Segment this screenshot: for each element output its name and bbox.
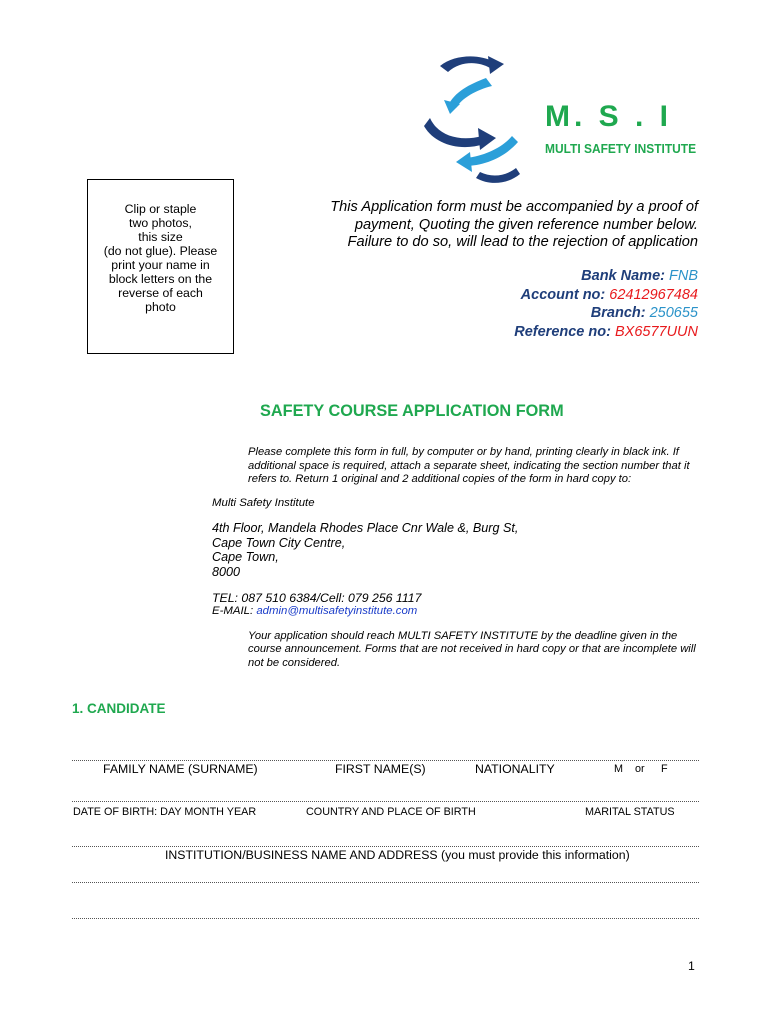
bank-name-value: FNB — [669, 268, 698, 284]
reference-row — [514, 323, 698, 342]
family-name-label: FAMILY NAME (SURNAME) — [103, 762, 258, 776]
form-title: SAFETY COURSE APPLICATION FORM — [260, 402, 564, 420]
field-line[interactable] — [72, 846, 699, 847]
field-line[interactable] — [72, 801, 699, 802]
reference-label: Reference no: — [514, 323, 611, 340]
email-label: E-MAIL: — [212, 605, 257, 617]
email-row — [212, 605, 417, 617]
notice-line-1: This Application form must be accompanied by a proof of — [330, 199, 698, 215]
gender-f[interactable]: F — [661, 763, 668, 775]
notice-line-3: Failure to do so, will lead to the rejection of application — [347, 234, 698, 250]
institution-label: INSTITUTION/BUSINESS NAME AND ADDRESS (you must provide this information) — [165, 848, 630, 862]
country-place-label: COUNTRY AND PLACE OF BIRTH — [306, 806, 476, 818]
notice-line-2: payment, Quoting the given reference number below. — [354, 216, 698, 233]
dob-label: DATE OF BIRTH: DAY MONTH YEAR — [73, 806, 257, 818]
marital-status-label: MARITAL STATUS — [585, 806, 675, 818]
branch-label: Branch: — [590, 305, 646, 321]
section-candidate-title: 1. CANDIDATE — [72, 701, 166, 716]
photo-instructions: Clip or staple two photos, this size (do not glue). Please print your name in block letters on the reverse of each photo — [103, 202, 218, 314]
branch-value: 250655 — [649, 305, 698, 321]
instructions: Please complete this form in full, by computer or by hand, printing clearly in black ink. If additional space is required, attach a separate sheet, indicating the section number that it refers to. Return 1 original and 2 additional copies of the form in hard copy to: — [248, 446, 690, 485]
deadline-note: Your application should reach MULTI SAFETY INSTITUTE by the deadline given in the course announcement. Forms that are not received in hard copy or that are incomplete will not be considered. — [248, 630, 696, 669]
account-row — [514, 286, 698, 305]
swirl-arrows-icon — [420, 48, 550, 188]
nationality-label: NATIONALITY — [475, 762, 555, 776]
bank-details — [514, 267, 698, 341]
logo-acronym: M. S . I — [545, 100, 673, 133]
bank-name-label: Bank Name: — [581, 268, 665, 284]
page-number: 1 — [688, 959, 695, 973]
bank-name-row — [514, 267, 698, 286]
gender-m[interactable]: M — [614, 763, 623, 775]
gender-or: or — [635, 763, 645, 775]
telephone: TEL: 087 510 6384/Cell: 079 256 1117 — [212, 591, 422, 605]
branch-row — [514, 304, 698, 323]
first-names-label: FIRST NAME(S) — [335, 762, 426, 776]
account-label: Account no: — [520, 286, 606, 303]
account-value: 62412967484 — [609, 286, 698, 303]
reference-value: BX6577UUN — [614, 323, 698, 340]
field-line[interactable] — [72, 760, 699, 761]
field-line[interactable] — [72, 882, 699, 883]
address: 4th Floor, Mandela Rhodes Place Cnr Wale &, Burg St, Cape Town City Centre, Cape Town, 8000 — [212, 521, 519, 579]
logo-name: MULTI SAFETY INSTITUTE — [545, 141, 697, 156]
payment-notice — [258, 199, 698, 252]
field-line[interactable] — [72, 918, 699, 919]
institute-name: Multi Safety Institute — [212, 497, 315, 509]
photo-box — [87, 179, 234, 354]
email-link[interactable]: admin@multisafetyinstitute.com — [256, 605, 418, 617]
